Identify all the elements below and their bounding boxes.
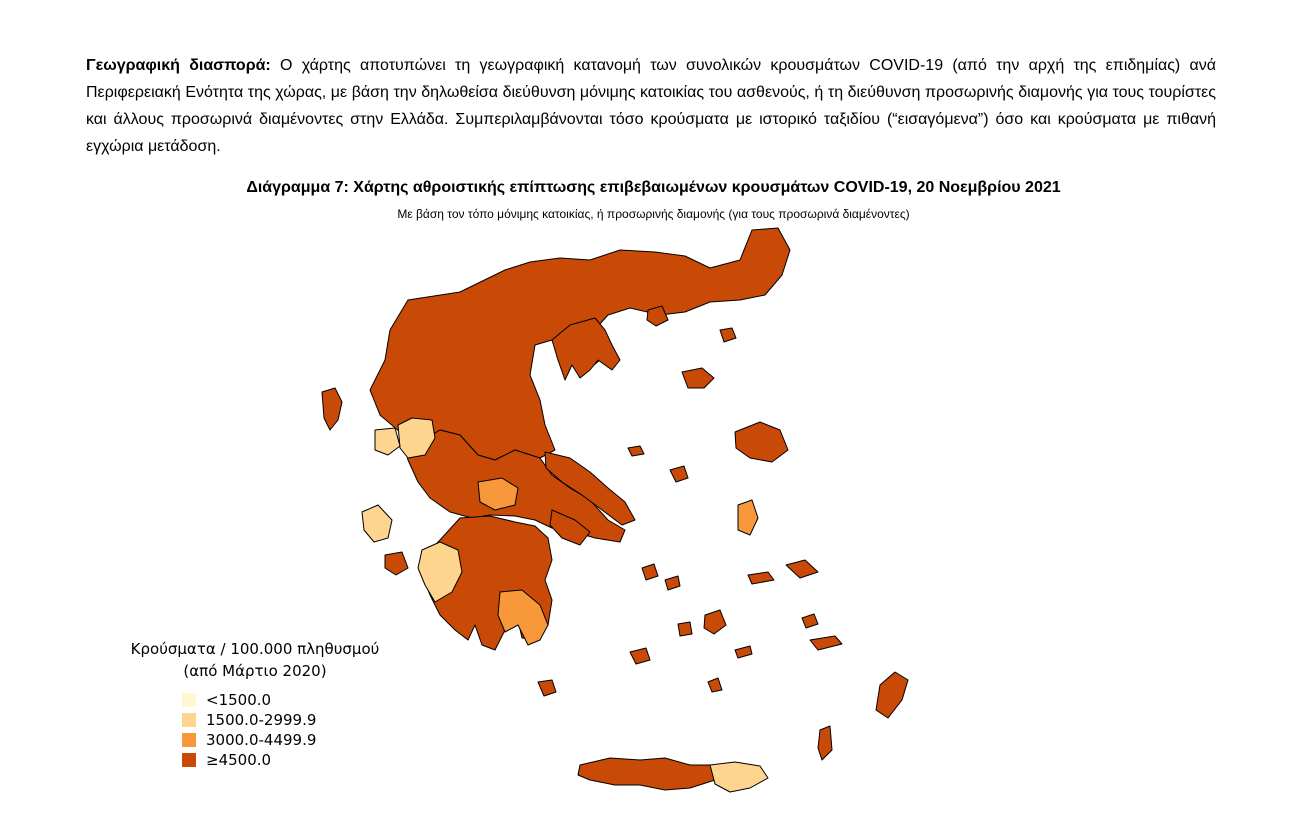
figure-title: Διάγραμμα 7: Χάρτης αθροιστικής επίπτωσης επιβεβαιωμένων κρουσμάτων COVID-19, 20 Νοεμβρίου 2021 <box>246 179 1061 196</box>
figure-subtitle: Με βάση τον τόπο μόνιμης κατοικίας, ή προσωρινής διαμονής (για τους προσωρινά διαμένοντες) <box>397 207 910 221</box>
legend-title <box>110 638 400 682</box>
island-kos <box>810 636 842 650</box>
legend-swatch <box>182 733 196 747</box>
intro-lead: Γεωγραφική διασπορά: <box>86 57 271 74</box>
island-ikaria <box>748 572 774 584</box>
island-crete-west <box>578 758 715 790</box>
intro-text: Ο χάρτης αποτυπώνει τη γεωγραφική κατανομή των συνολικών κρουσμάτων COVID-19 (από την αρχή της επιδημίας) ανά Περιφερειακή Ενότητα της χώρας, με βάση την δηλωθείσα διεύθυνση μόνιμης κατοικίας του ασθενούς, ή τη διεύθυνση προσωρινής διαμονής για τους τουρίστες και άλλους προσωρινά διαμένοντες στην Ελλάδα. Συμπεριλαμβάνονται τόσο κρούσματα με ιστορικό ταξιδίου (“εισαγόμενα”) όσο και κρούσματα με πιθανή εγχώρια μετάδοση. <box>86 57 1216 155</box>
island-santorini <box>708 678 722 692</box>
island-samos <box>786 560 818 578</box>
legend-item-3000-4499 <box>182 730 410 750</box>
island-lemnos <box>682 368 714 388</box>
legend-label: 3000.0-4499.9 <box>206 731 317 749</box>
legend-label: <1500.0 <box>206 691 272 709</box>
island-milos <box>630 648 650 664</box>
legend <box>110 638 410 770</box>
island-kefalonia <box>362 505 392 542</box>
legend-label: 1500.0-2999.9 <box>206 711 317 729</box>
legend-swatch <box>182 693 196 707</box>
island-rhodes <box>876 672 908 718</box>
island-karpathos <box>818 726 832 760</box>
island-zakynthos <box>385 552 408 575</box>
island-crete-lasithi <box>710 762 768 792</box>
island-tinos <box>665 576 680 590</box>
intro-paragraph <box>86 52 1216 160</box>
legend-swatch <box>182 713 196 727</box>
island-lesvos <box>735 422 788 462</box>
island-skopelos <box>628 446 644 456</box>
island-amorgos <box>735 646 752 658</box>
legend-swatch <box>182 753 196 767</box>
legend-item-ge4500 <box>182 750 410 770</box>
legend-label: ≥4500.0 <box>206 751 272 769</box>
island-naxos <box>704 610 726 634</box>
legend-list <box>182 690 410 770</box>
island-andros <box>642 564 658 580</box>
island-kythira <box>538 680 556 696</box>
island-skyros <box>670 466 688 482</box>
island-paros <box>678 622 692 636</box>
island-corfu <box>322 388 342 430</box>
region-arta <box>375 428 400 455</box>
island-samothrace <box>720 328 736 342</box>
island-kalymnos <box>802 614 818 628</box>
legend-item-lt1500 <box>182 690 410 710</box>
legend-title-line2: (από Μάρτιο 2020) <box>183 662 327 680</box>
legend-title-line1: Κρούσματα / 100.000 πληθυσμού <box>130 640 380 658</box>
island-chios <box>738 500 758 535</box>
legend-item-1500-2999 <box>182 710 410 730</box>
